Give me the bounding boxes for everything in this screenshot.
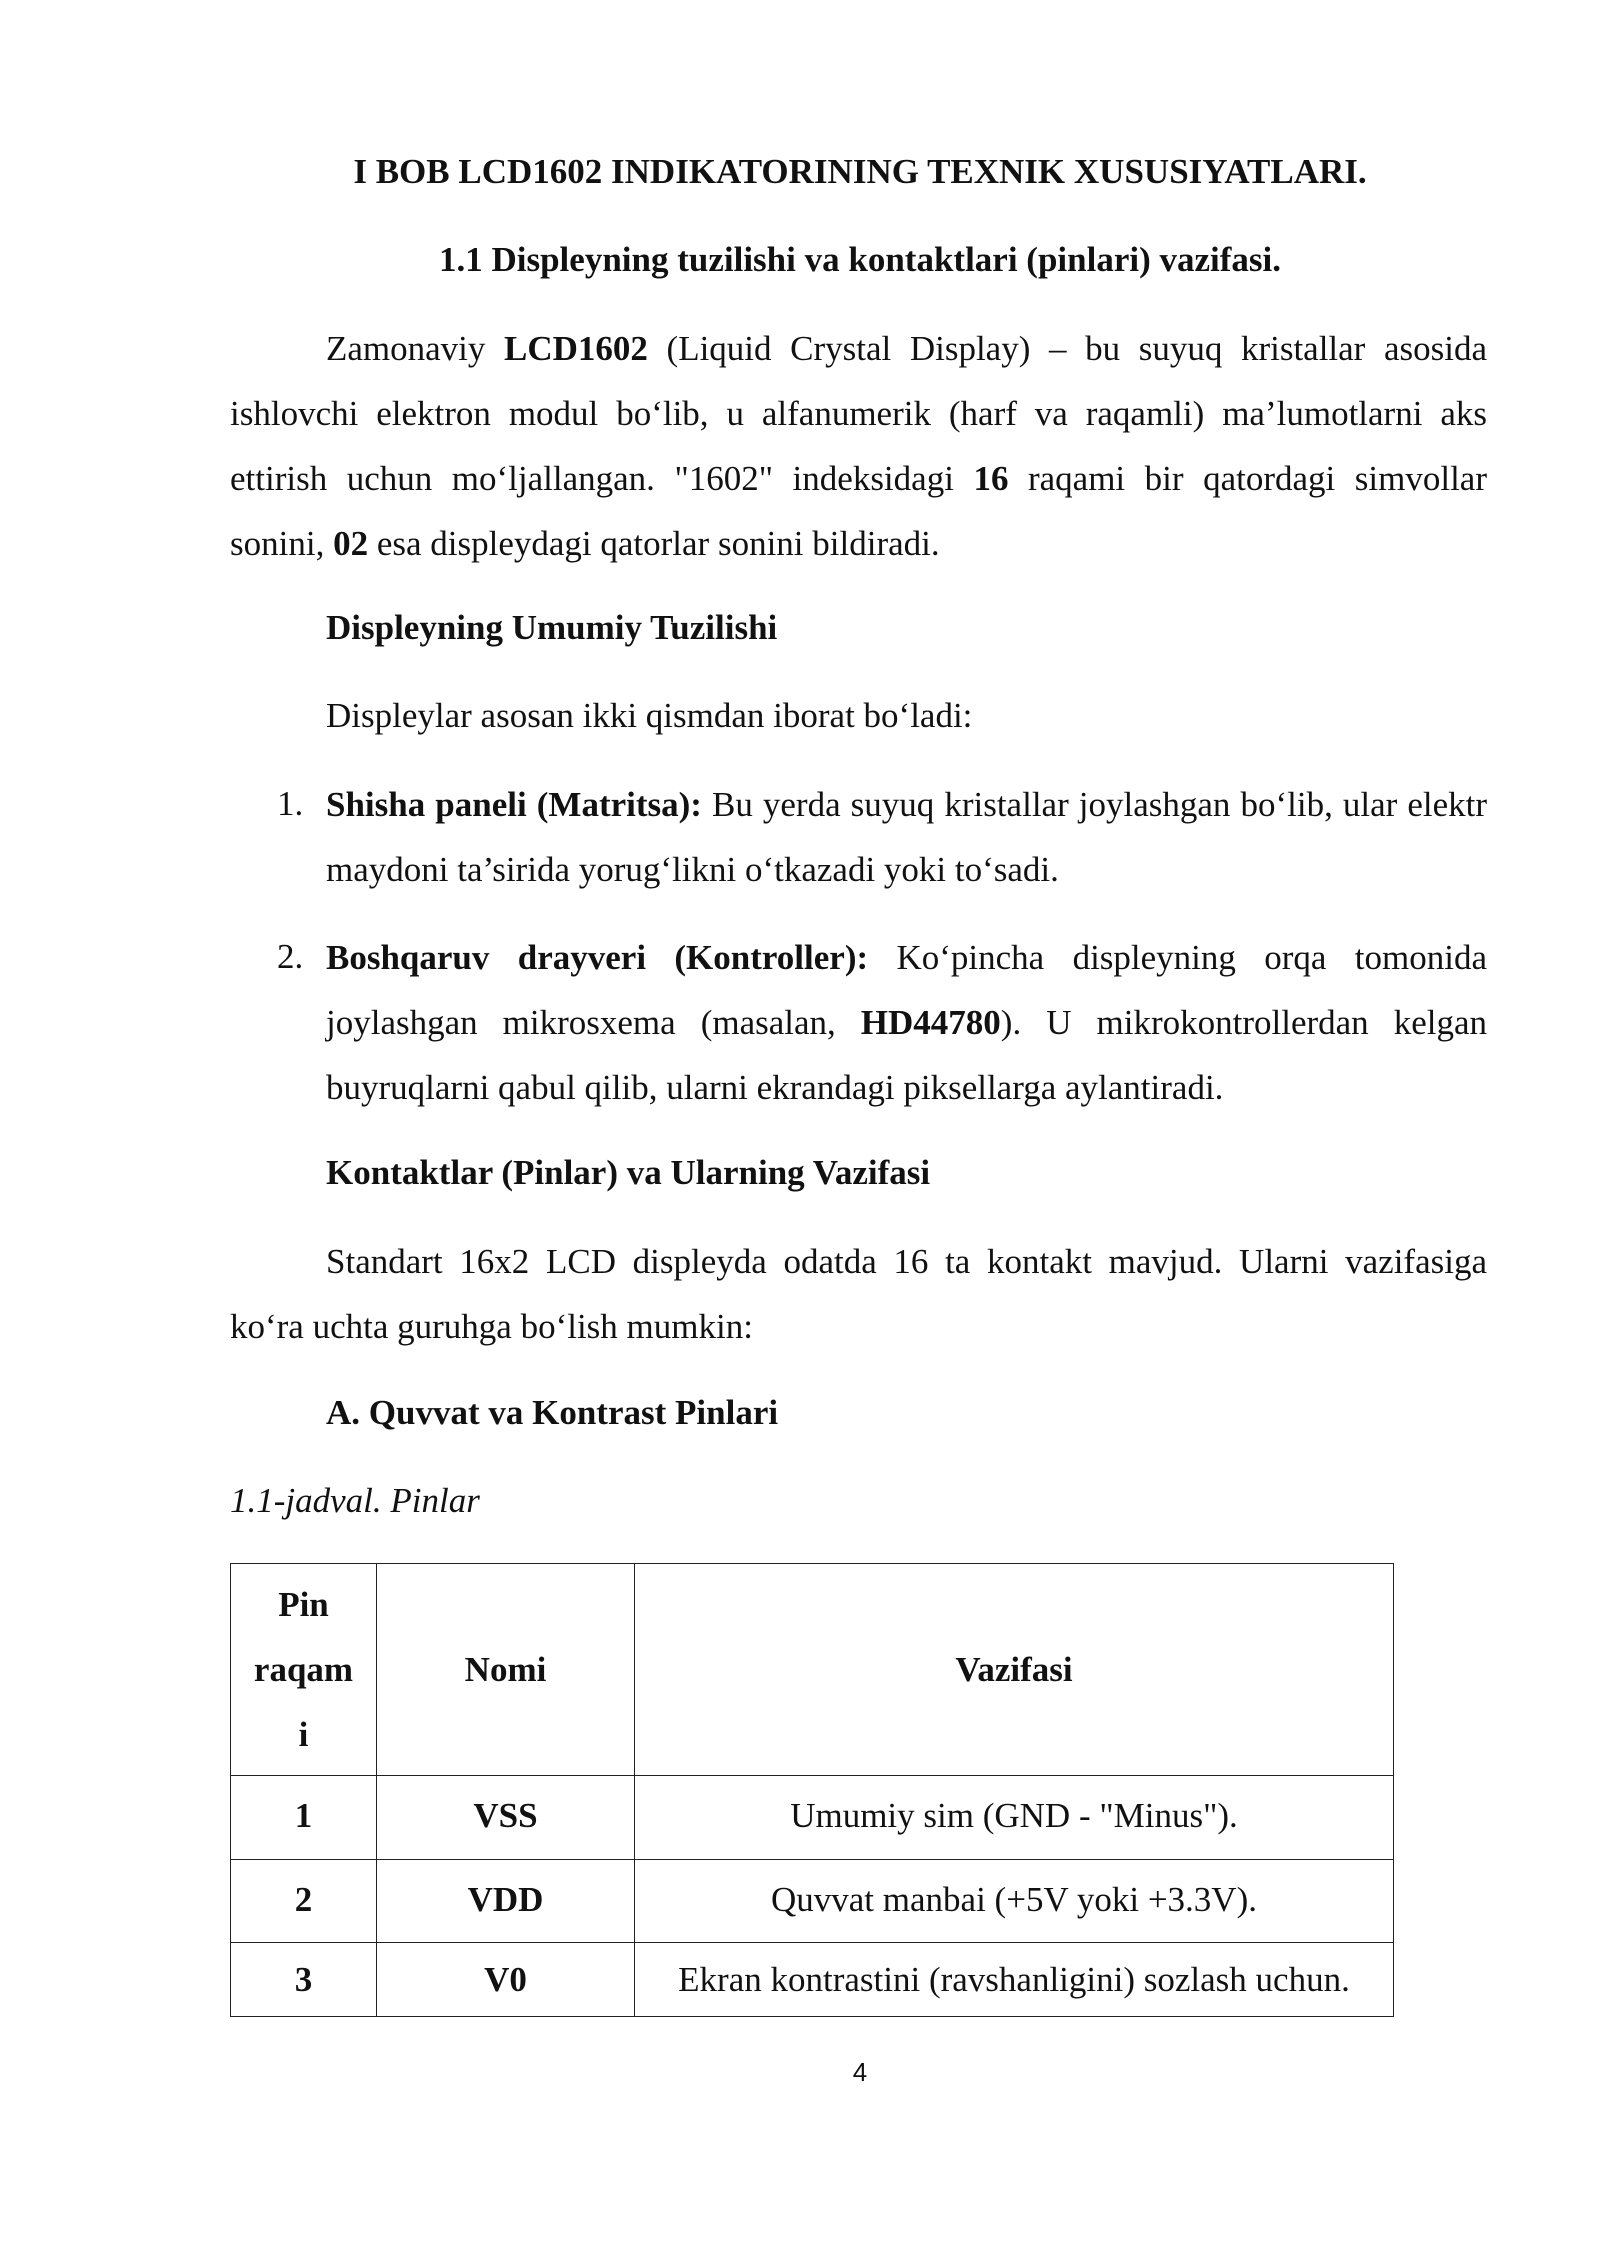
cell-pin: 2 [231,1860,377,1943]
table-caption: 1.1-jadval. Pinlar [230,1481,480,1520]
table-header-row [231,1564,1394,1776]
structure-heading: Displeyning Umumiy Tuzilishi [326,608,778,647]
intro-text-1: Zamonaviy [326,329,505,368]
header-name: Nomi [377,1564,635,1776]
cell-function: Quvvat manbai (+5V yoki +3.3V). [635,1860,1394,1943]
cell-function: Umumiy sim (GND - "Minus"). [635,1776,1394,1860]
header-function: Vazifasi [635,1564,1394,1776]
cell-function: Ekran kontrastini (ravshanligini) sozlash uchun. [635,1943,1394,2017]
list-item-2 [326,925,1487,1120]
header-pin-line-3: i [298,1715,309,1754]
intro-paragraph [230,316,1487,576]
chapter-title: I BOB LCD1602 INDIKATORINING TEXNIK XUSUSIYATLARI. [353,152,1367,191]
pins-heading: Kontaktlar (Pinlar) va Ularning Vazifasi [326,1153,931,1192]
intro-bold-02: 02 [333,524,369,563]
list-number-1: 1. [277,784,304,823]
table-row [231,1776,1394,1860]
header-pin-line-1: Pin [278,1585,329,1624]
cell-name: V0 [377,1943,635,2017]
pins-table [230,1563,1394,2017]
cell-pin: 3 [231,1943,377,2017]
header-pin-number [231,1564,377,1776]
list-item-2-text-2: ). U mikrokontrollerdan kelgan buyruqlarni qabul qilib, ularni ekrandagi piksellarga aylantiradi. [326,1003,1487,1107]
header-pin-line-2: raqam [253,1650,354,1689]
section-title: 1.1 Displeyning tuzilishi va kontaktlari (pinlari) vazifasi. [438,240,1282,279]
cell-name: VSS [377,1776,635,1860]
list-item-1-text: Bu yerda suyuq kristallar joylashgan bo‘lib, ular elektr maydoni ta’sirida yorug‘likni o‘tkazadi yoki to‘sadi. [326,785,1487,889]
pins-intro: Standart 16x2 LCD displeyda odatda 16 ta kontakt mavjud. Ularni vazifasiga ko‘ra uchta guruhga bo‘lish mumkin: [230,1242,1487,1346]
list-item-2-bold-hd44780: HD44780 [860,1003,1001,1042]
list-item-2-text-1: Ko‘pincha displeyning orqa tomonida joylashgan mikrosxema (masalan, [326,938,1488,1042]
table-row [231,1943,1394,2017]
structure-intro: Displeylar asosan ikki qismdan iborat bo‘ladi: [326,696,973,735]
intro-text-3: raqami bir qatordagi simvollar sonini, [230,459,1487,563]
table-row [231,1860,1394,1943]
cell-pin: 1 [231,1776,377,1860]
list-item-1-title: Shisha paneli (Matritsa): [326,785,702,824]
group-a-heading: A. Quvvat va Kontrast Pinlari [326,1393,779,1432]
intro-text-4: esa displeydagi qatorlar sonini bildiradi. [368,524,940,563]
page-number: 4 [852,2057,868,2087]
list-item-1 [326,772,1487,902]
cell-name: VDD [377,1860,635,1943]
intro-text-2: (Liquid Crystal Display) – bu suyuq kristallar asosida ishlovchi elektron modul bo‘lib, u alfanumerik (harf va raqamli) ma’lumotlarni aks ettirish uchun mo‘ljallangan. "1602" indeksidagi [230,329,1487,498]
list-item-2-title: Boshqaruv drayveri (Kontroller): [326,938,869,977]
intro-bold-16: 16 [973,459,1009,498]
intro-bold-lcd1602: LCD1602 [504,329,648,368]
list-number-2: 2. [277,937,304,976]
